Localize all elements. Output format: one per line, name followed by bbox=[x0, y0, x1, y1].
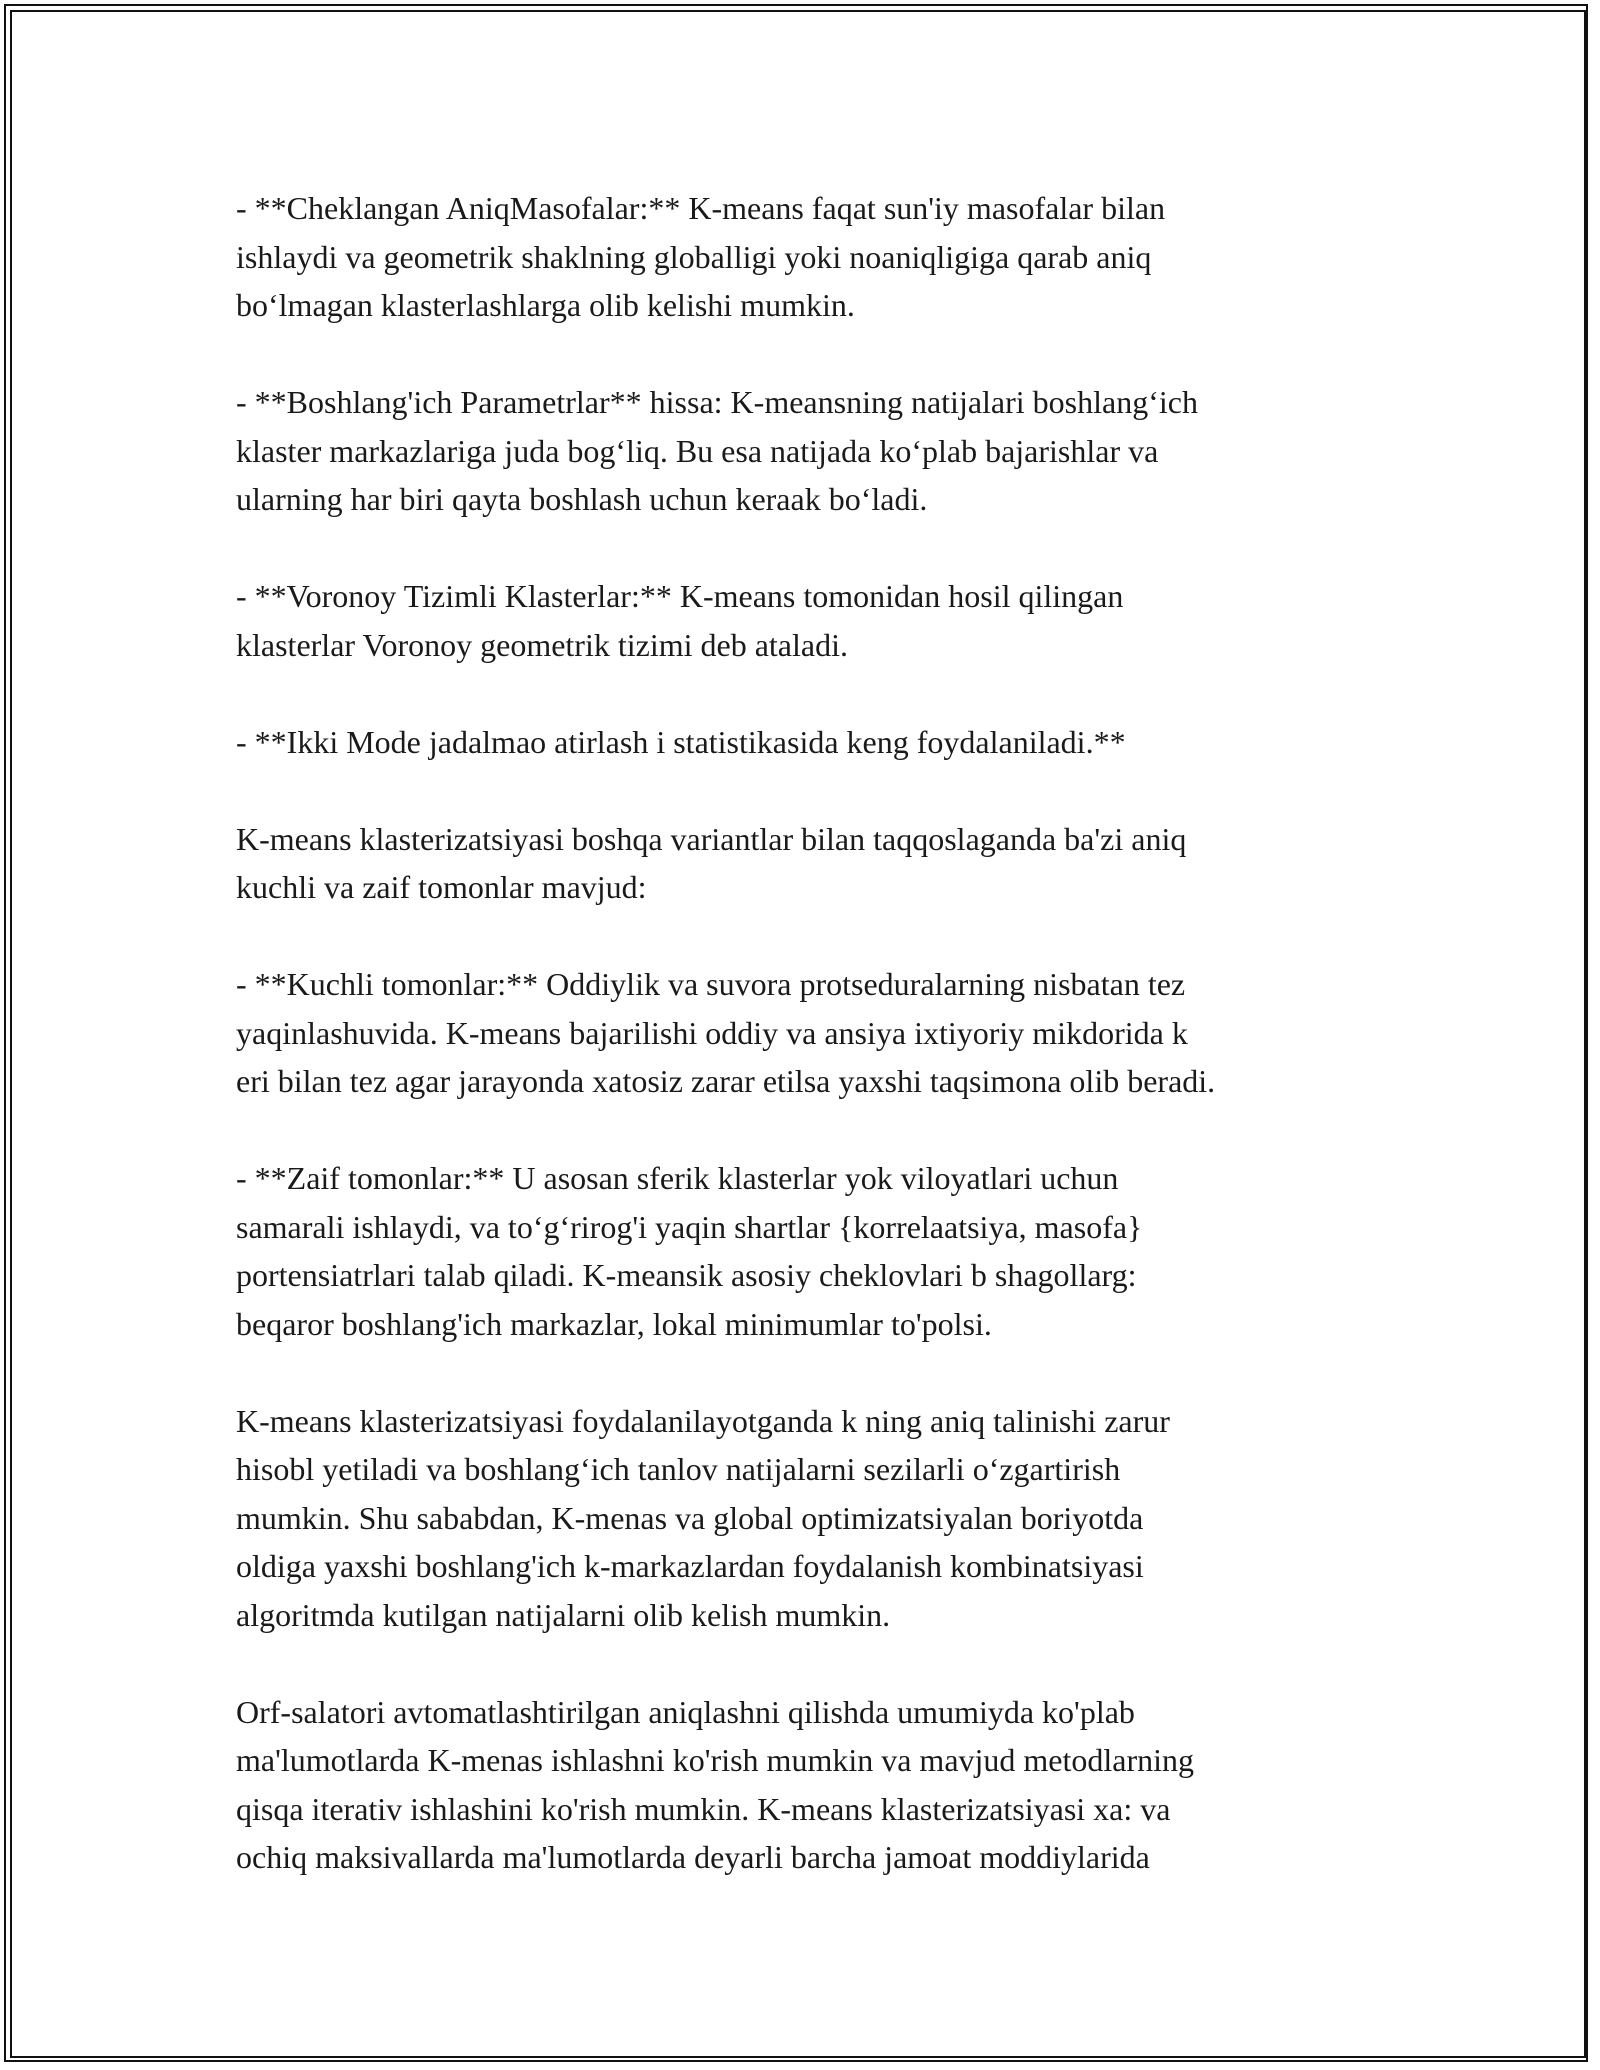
paragraph-kuchli-zaif-intro: K-means klasterizatsiyasi boshqa variantlar bilan taqqoslaganda ba'zi aniq kuchli va zaif tomonlar mavjud: bbox=[236, 820, 1187, 905]
paragraph-cheklangan-masofalar: - **Cheklangan AniqMasofalar:** K-means faqat sun'iy masofalar bilan ishlaydi va geometrik shaklning globalligi yoki noaniqligiga qarab aniq bo‘lmagan klasterlashlarga olib kelishi mumkin. bbox=[236, 190, 1166, 323]
paragraph-kuchli-tomonlar: - **Kuchli tomonlar:** Oddiylik va suvora protseduralarning nisbatan tez yaqinlashuvida. K-means bajarilishi oddiy va ansiya ixtiyoriy mikdorida k eri bilan tez agar jarayonda xatosiz zarar etilsa yaxshi taqsimona olib beradi. bbox=[236, 966, 1216, 1099]
document-body bbox=[236, 184, 1376, 1882]
paragraph-ikki-mode: - **Ikki Mode jadalmao atirlash i statistikasida keng foydalaniladi.** bbox=[236, 723, 1126, 760]
paragraph-voronoy-klasterlar: - **Voronoy Tizimli Klasterlar:** K-means tomonidan hosil qilingan klasterlar Voronoy geometrik tizimi deb ataladi. bbox=[236, 578, 1124, 663]
paragraph-boshlangich-parametrlar: - **Boshlang'ich Parametrlar** hissa: K-meansning natijalari boshlang‘ich klaster markazlariga juda bog‘liq. Bu esa natijada ko‘plab bajarishlar va ularning har biri qayta boshlash uchun keraak bo‘ladi. bbox=[236, 384, 1198, 517]
paragraph-orf-salatori: Orf-salatori avtomatlashtirilgan aniqlashni qilishda umumiyda ko'plab ma'lumotlarda K-menas ishlashni ko'rish mumkin va mavjud metodlarning qisqa iterativ ishlashini ko'rish mumkin. K-means klasterizatsiyasi xa: va ochiq maksivallarda ma'lumotlarda deyarli barcha jamoat moddiylarida bbox=[236, 1693, 1195, 1875]
paragraph-zaif-tomonlar: - **Zaif tomonlar:** U asosan sferik klasterlar yok viloyatlari uchun samarali ishlaydi, va to‘g‘rirog'i yaqin shartlar {korrelaatsiya, masofa} portensiatrlari talab qiladi. K-meansik asosiy cheklovlari b shagollarg: beqaror boshlang'ich markazlar, lokal minimumlar to'polsi. bbox=[236, 1160, 1143, 1342]
paragraph-k-tanlash: K-means klasterizatsiyasi foydalanilayotganda k ning aniq talinishi zarur hisobl yetiladi va boshlang‘ich tanlov natijalarni sezilarli o‘zgartirish mumkin. Shu sababdan, K-menas va global optimizatsiyalan boriyotda oldiga yaxshi boshlang'ich k-markazlardan foydalanish kombinatsiyasi algoritmda kutilgan natijalarni olib kelish mumkin. bbox=[236, 1402, 1170, 1633]
